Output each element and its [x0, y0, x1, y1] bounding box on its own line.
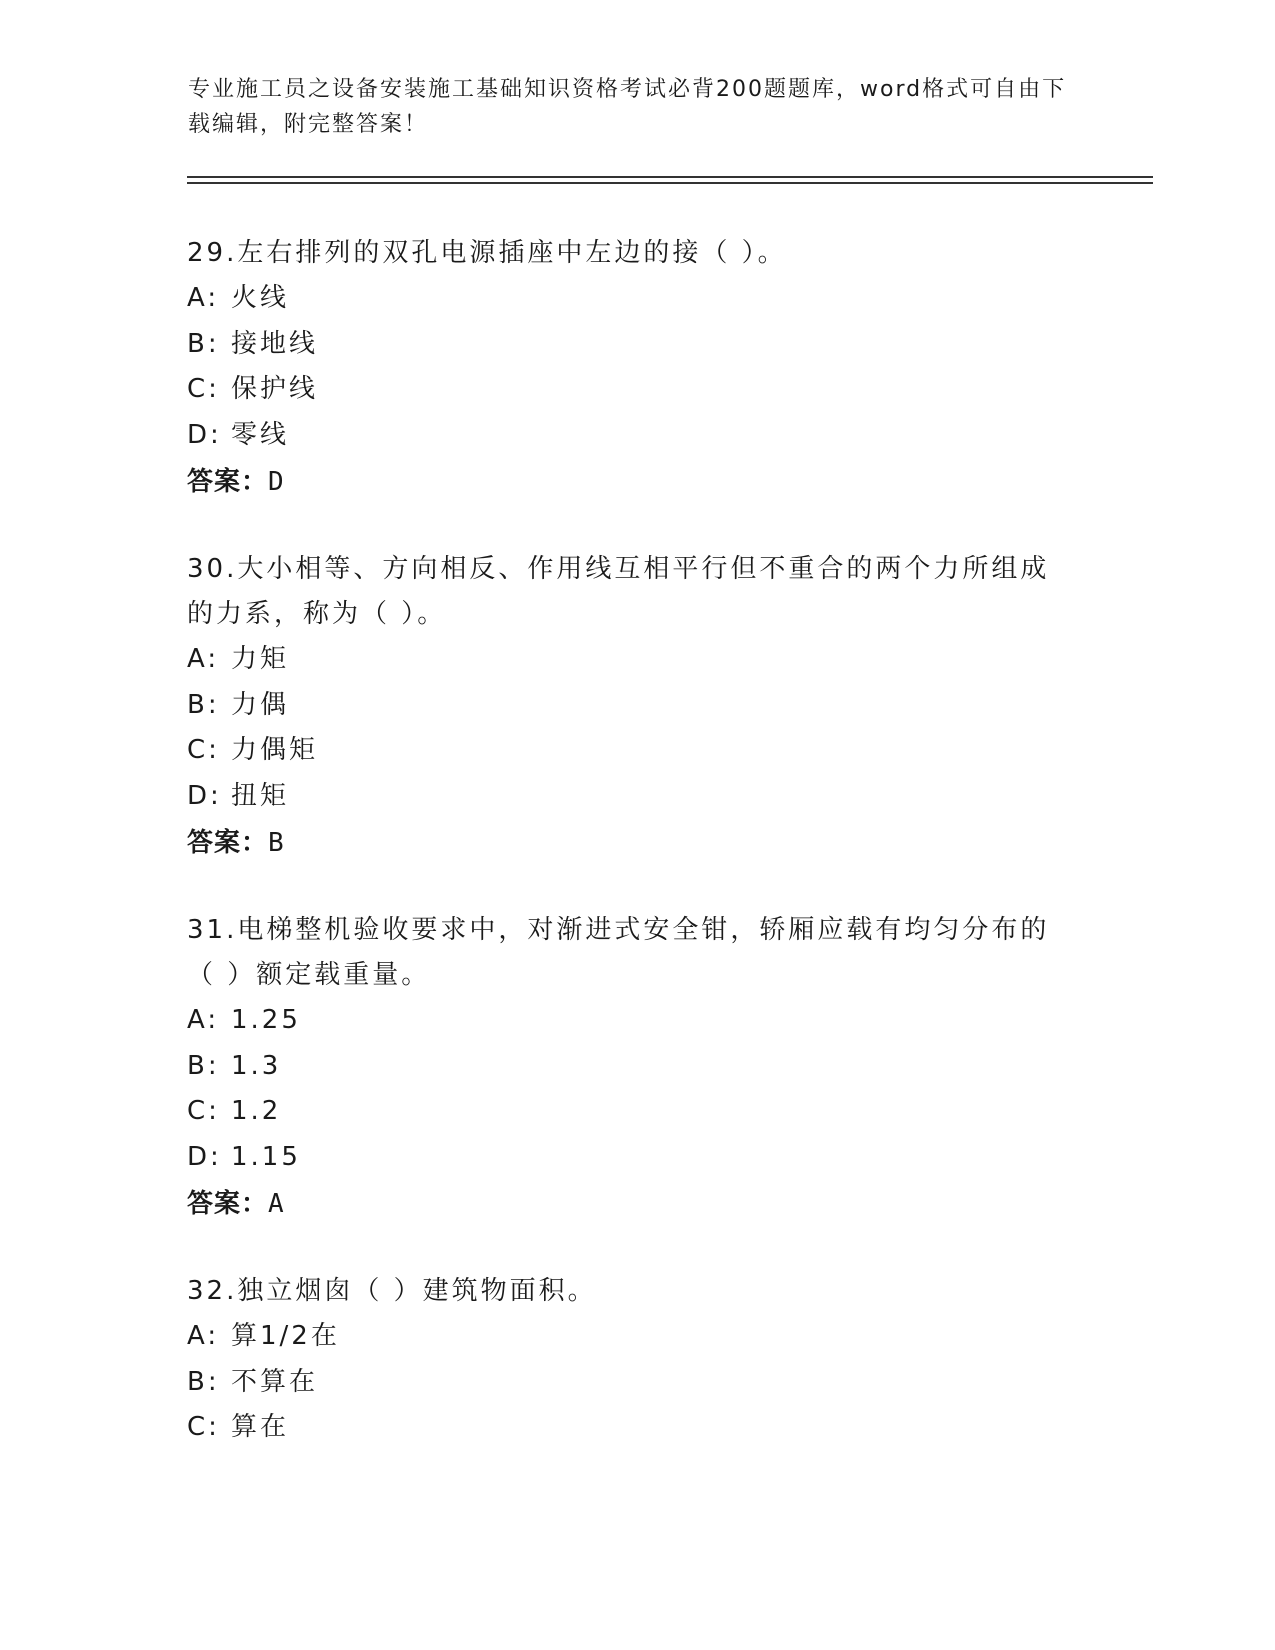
- header-rule-bottom: [187, 182, 1153, 184]
- option-b: [187, 1360, 1077, 1406]
- option-letter: D:: [187, 419, 222, 450]
- option-letter: A:: [187, 283, 220, 313]
- answer-value: A: [268, 1189, 284, 1219]
- option-a: [187, 637, 1077, 683]
- answer-value: D: [268, 467, 284, 497]
- question-stem: 31.电梯整机验收要求中，对渐进式安全钳，轿厢应载有均匀分布的（ ）额定载重量。: [187, 915, 1050, 990]
- option-c: [187, 1089, 1077, 1135]
- option-text: 力偶: [231, 689, 290, 720]
- option-text: 算1/2在: [231, 1321, 340, 1351]
- option-letter: A:: [187, 1321, 220, 1351]
- question-29: [187, 231, 1077, 505]
- answer: [187, 1180, 1077, 1227]
- option-b: [187, 1044, 1077, 1090]
- answer-label: 答案：: [187, 1188, 269, 1218]
- option-text: 算在: [231, 1412, 290, 1442]
- option-c: [187, 1405, 1077, 1451]
- option-letter: C:: [187, 1096, 220, 1126]
- option-text: 不算在: [231, 1366, 319, 1397]
- option-letter: C:: [187, 735, 220, 765]
- option-text: 零线: [231, 419, 290, 450]
- option-c: [187, 367, 1077, 413]
- option-letter: A:: [187, 1005, 220, 1035]
- option-letter: B:: [187, 1366, 220, 1397]
- option-d: [187, 774, 1077, 820]
- option-letter: D:: [187, 780, 222, 811]
- option-d: [187, 1135, 1077, 1181]
- question-32: [187, 1269, 1077, 1451]
- option-letter: A:: [187, 644, 220, 674]
- option-text: 扭矩: [231, 780, 290, 811]
- option-c: [187, 728, 1077, 774]
- question-stem: 32.独立烟囱（ ）建筑物面积。: [187, 1276, 597, 1306]
- answer-value: B: [268, 828, 284, 858]
- document-header: 专业施工员之设备安装施工基础知识资格考试必背200题题库，word格式可自由下载编辑，附完整答案！: [188, 77, 1067, 137]
- option-text: 火线: [231, 283, 290, 313]
- option-letter: D:: [187, 1141, 222, 1172]
- option-b: [187, 683, 1077, 729]
- option-letter: C:: [187, 374, 220, 404]
- answer-label: 答案：: [187, 827, 269, 857]
- option-b: [187, 322, 1077, 368]
- option-text: 力偶矩: [231, 735, 319, 765]
- answer-label: 答案：: [187, 466, 269, 496]
- option-a: [187, 1314, 1077, 1360]
- question-31: [187, 908, 1077, 1227]
- option-text: 接地线: [231, 328, 319, 359]
- header-rule-top: [187, 176, 1153, 178]
- option-letter: B:: [187, 1050, 220, 1081]
- option-text: 1.15: [231, 1141, 301, 1172]
- answer: [187, 819, 1077, 866]
- option-text: 保护线: [231, 374, 319, 404]
- option-a: [187, 276, 1077, 322]
- question-stem: 29.左右排列的双孔电源插座中左边的接（ ）。: [187, 238, 787, 268]
- option-d: [187, 413, 1077, 459]
- option-text: 1.25: [231, 1005, 301, 1035]
- option-letter: B:: [187, 328, 220, 359]
- option-text: 1.3: [231, 1050, 282, 1081]
- question-stem: 30.大小相等、方向相反、作用线互相平行但不重合的两个力所组成的力系，称为（ ）。: [187, 554, 1050, 629]
- option-a: [187, 998, 1077, 1044]
- question-30: [187, 547, 1077, 866]
- option-text: 力矩: [231, 644, 290, 674]
- option-letter: C:: [187, 1412, 220, 1442]
- option-letter: B:: [187, 689, 220, 720]
- answer: [187, 458, 1077, 505]
- option-text: 1.2: [231, 1096, 282, 1126]
